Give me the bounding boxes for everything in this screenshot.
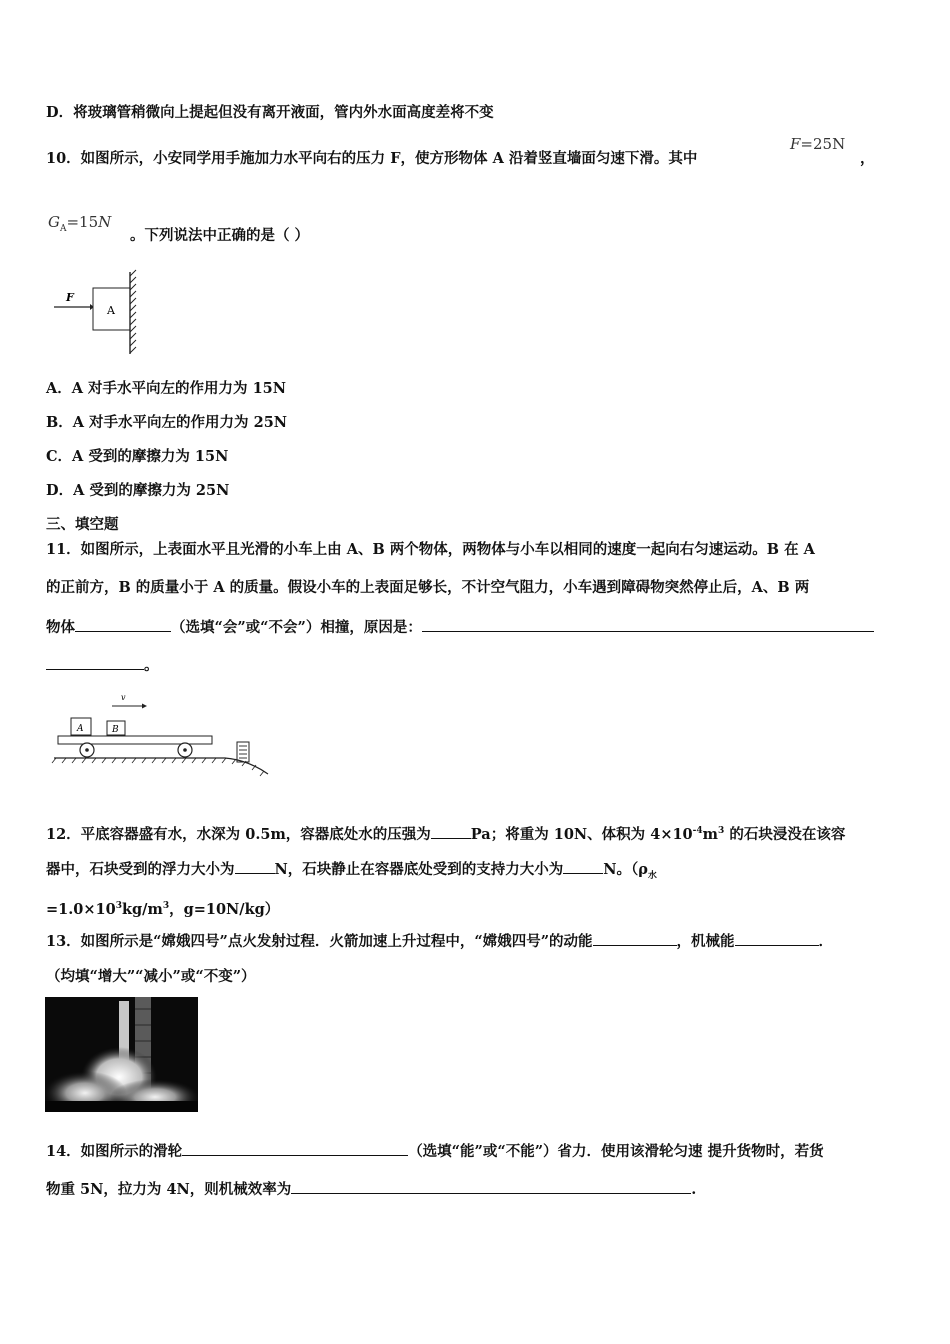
q13-text-b: ，机械能 xyxy=(676,933,735,950)
object-b-label: B xyxy=(112,725,119,735)
object-a-label: A xyxy=(77,724,84,734)
q13-text-a: 13．如图所示是“嫦娥四号”点火发射过程．火箭加速上升过程中，“嫦娥四号”的动能 xyxy=(46,933,593,950)
q12-line3 xyxy=(46,896,279,920)
obstacle xyxy=(237,742,249,762)
q11-line4 xyxy=(46,654,159,676)
q10-g-value: =15 xyxy=(66,213,99,231)
q11-period: 。 xyxy=(144,657,159,674)
rocket-launch-photo xyxy=(45,997,198,1112)
q12-text-d: N，石块静止在容器底处受到的支持力大小为 xyxy=(274,861,564,878)
q12-unit-m: m xyxy=(702,825,718,843)
velocity-label: v xyxy=(121,693,126,702)
q10-stem2: 。下列说法中正确的是（ ） xyxy=(130,227,310,244)
q12-rho-sub: 水 xyxy=(647,870,657,881)
q14-text-b: （选填“能”或“不能”）省力．使用该滑轮匀速 提升货物时，若货 xyxy=(408,1143,824,1160)
q12-exp: -4 xyxy=(692,826,703,836)
q12-text-h: kg/m xyxy=(121,900,163,918)
q12-text-c: 器中，石块受到的浮力大小为 xyxy=(46,861,235,878)
q14-text-d: . xyxy=(691,1181,697,1198)
q10-f-symbol: F xyxy=(790,135,801,153)
q11-text-b: （选填“会”或“不会”）相撞，原因是： xyxy=(171,619,422,636)
q11-text-a: 物体 xyxy=(46,619,75,636)
q12-line2 xyxy=(46,858,657,886)
q14-text-c: 物重 5N，拉力为 4N，则机械效率为 xyxy=(46,1181,292,1198)
q13-blank-2 xyxy=(735,930,819,946)
wall-hatching xyxy=(130,270,136,353)
q13-blank-1 xyxy=(593,930,677,946)
q10-g-symbol: G xyxy=(48,213,60,231)
q11-line1: 11．如图所示，上表面水平且光滑的小车上由 A、B 两个物体，两物体与小车以相同的速度一起向右匀速运动。B 在 A xyxy=(46,541,815,558)
q12-text-i: ，g=10N/kg） xyxy=(169,900,280,918)
q10-formula-f xyxy=(790,135,845,153)
cart-axle-right xyxy=(183,748,187,752)
q14-text-a: 14．如图所示的滑轮 xyxy=(46,1143,183,1160)
force-label: F xyxy=(66,291,74,304)
q14-line1 xyxy=(46,1140,824,1162)
q10-option-d: D．A 受到的摩擦力为 25N xyxy=(46,482,230,499)
q12-text-a: 12．平底容器盛有水，水深为 0.5m，容器底处水的压强为 xyxy=(46,825,431,843)
q10-formula-g xyxy=(48,213,111,234)
q13-line2: （均填“增大”“减小”或“不变”） xyxy=(46,968,256,985)
q14-blank-1 xyxy=(182,1140,408,1156)
q10-option-b: B．A 对手水平向左的作用力为 25N xyxy=(46,414,288,431)
q10-g-unit: N xyxy=(98,213,112,231)
q12-blank-3 xyxy=(563,858,603,874)
q12-exp-density: 3 xyxy=(115,901,122,911)
q11-blank-1 xyxy=(75,616,171,632)
block-a-label: A xyxy=(107,304,115,317)
q12-exp-3: 3 xyxy=(718,826,725,836)
q13-line1 xyxy=(46,930,833,952)
q10-option-a: A．A 对手水平向左的作用力为 15N xyxy=(46,380,287,397)
q10-figure xyxy=(50,268,150,360)
cart-body xyxy=(58,736,212,744)
q10-stem: 10．如图所示，小安同学用手施加力水平向右的压力 F，使方形物体 A 沿着竖直墙面匀速下滑。其中 xyxy=(46,150,698,167)
q11-line2: 的正前方，B 的质量小于 A 的质量。假设小车的上表面足够长，不计空气阻力，小车遇到障碍物突然停止后，A、B 两 xyxy=(46,579,810,596)
q12-exp-m3: 3 xyxy=(162,901,170,911)
ground-line xyxy=(54,758,268,774)
velocity-arrow-head xyxy=(142,704,147,709)
q12-text-g: =1.0×10 xyxy=(46,900,116,918)
q12-blank-2 xyxy=(235,858,275,874)
q10-f-value: =25N xyxy=(800,135,846,153)
q12-line1 xyxy=(46,821,845,845)
section-title: 三、填空题 xyxy=(46,516,119,533)
cart-axle-left xyxy=(85,748,89,752)
ground-hatching xyxy=(52,758,264,776)
q12-text-b: Pa；将重为 10N、体积为 4×10 xyxy=(470,825,693,843)
q11-blank-2 xyxy=(422,616,874,632)
q12-text-f: 的石块浸没在该容 xyxy=(724,825,846,843)
q9-option-d: D．将玻璃管稍微向上提起但没有离开液面，管内外水面高度差将不变 xyxy=(46,104,494,121)
q13-text-c: ． xyxy=(818,933,834,950)
q10-option-c: C．A 受到的摩擦力为 15N xyxy=(46,448,229,465)
q11-blank-3 xyxy=(46,654,144,670)
q14-blank-2 xyxy=(291,1178,691,1194)
q10-g-subscript: A xyxy=(59,224,67,234)
q10-comma: ， xyxy=(860,150,875,167)
q12-text-e: N。（ρ xyxy=(603,861,648,878)
q12-blank-1 xyxy=(431,823,471,839)
q11-figure xyxy=(50,688,275,780)
q14-line2 xyxy=(46,1178,696,1200)
q11-line3 xyxy=(46,616,874,638)
